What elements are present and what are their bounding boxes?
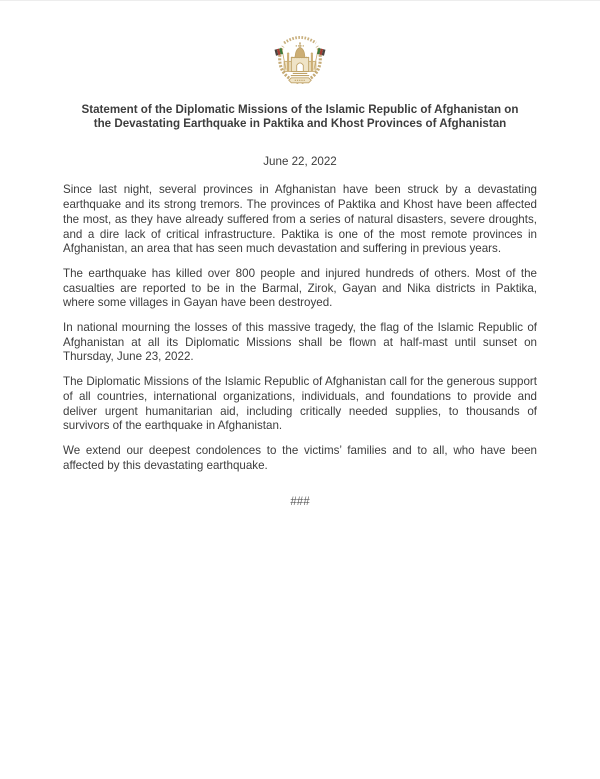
paragraph-3: In national mourning the losses of this massive tragedy, the flag of the Islamic Republic of Afghanistan at all its Diplomatic Missions shall be flown at half-mast until sunset on Thursday, June 23, 2022. <box>63 321 537 364</box>
document-title <box>63 103 537 132</box>
title-line-2: the Devastating Earthquake in Paktika and Khost Provinces of Afghanistan <box>93 117 507 131</box>
title-line-1: Statement of the Diplomatic Missions of the Islamic Republic of Afghanistan on <box>81 102 519 116</box>
paragraph-4: The Diplomatic Missions of the Islamic Republic of Afghanistan call for the generous support of all countries, international organizations, individuals, and foundations to provide and deliver urgent humanitarian aid, including critically needed supplies, to thousands of survivors of the earthquake in Afghanistan. <box>63 375 537 433</box>
end-mark: ### <box>290 495 310 509</box>
afghanistan-national-emblem-icon <box>271 29 329 85</box>
document-body <box>63 183 537 473</box>
document-date: June 22, 2022 <box>263 154 337 168</box>
emblem-container <box>63 1 537 90</box>
paragraph-2: The earthquake has killed over 800 people and injured hundreds of others. Most of the casualties are reported to be in the Barmal, Zirok, Gayan and Nika districts in Paktika, where some villages in Gayan have been destroyed. <box>63 266 537 310</box>
statement-document-page <box>0 1 600 779</box>
paragraph-1: Since last night, several provinces in Afghanistan have been struck by a devastating earthquake and its strong tremors. The provinces of Paktika and Khost have been affected the most, as they have already suffered from a series of natural disasters, severe droughts, and a dire lack of critical infrastructure. Paktika is one of the most remote provinces in Afghanistan, an area that has seen much devastation and suffering in previous years. <box>63 183 537 256</box>
paragraph-5: We extend our deepest condolences to the victims’ families and to all, who have been affected by this devastating earthquake. <box>63 443 537 472</box>
